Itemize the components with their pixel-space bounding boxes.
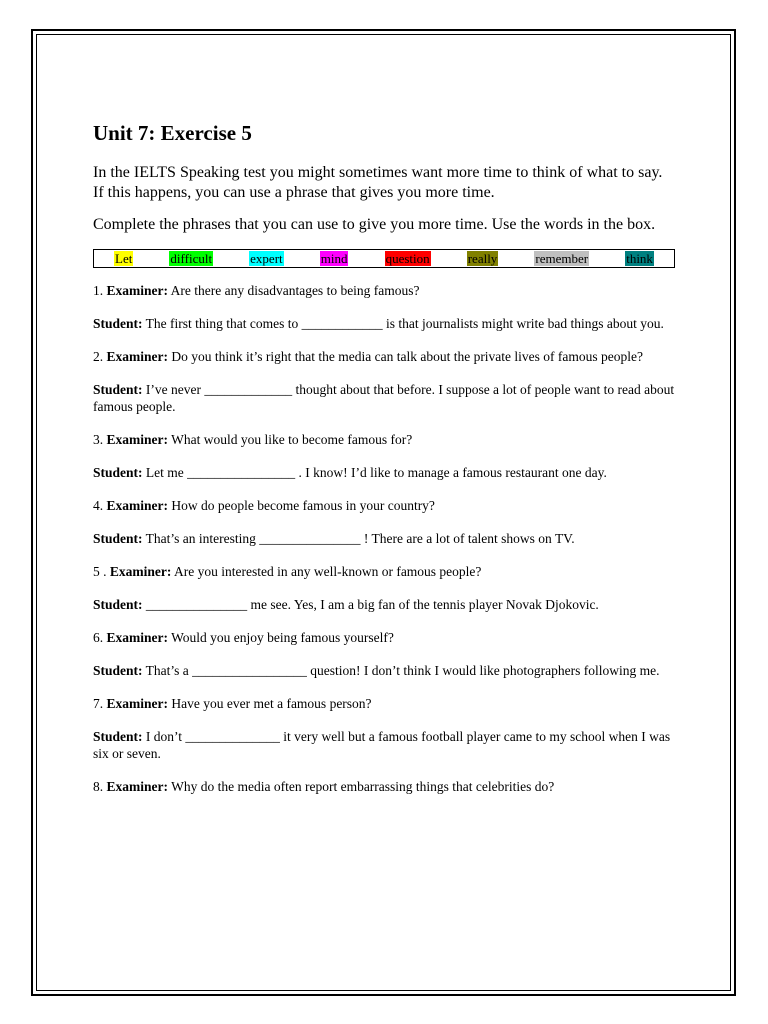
word-box-item: think [626, 251, 653, 266]
student-label: Student: [93, 729, 143, 744]
exercise-title: Unit 7: Exercise 5 [93, 121, 252, 145]
examiner-question: 4. Examiner: How do people become famous in your country? [93, 498, 435, 513]
word-box-item: Let [115, 251, 133, 266]
examiner-question: 6. Examiner: Would you enjoy being famous yourself? [93, 630, 394, 645]
student-label: Student: [93, 531, 143, 546]
examiner-label: Examiner: [106, 498, 168, 513]
examiner-label: Examiner: [106, 630, 168, 645]
student-label: Student: [93, 465, 143, 480]
student-label: Student: [93, 316, 143, 331]
question-list [93, 282, 675, 795]
worksheet-content [93, 120, 675, 811]
word-box-item: expert [250, 251, 283, 266]
examiner-label: Examiner: [106, 779, 168, 794]
examiner-label: Examiner: [106, 432, 168, 447]
student-answer: Student: I don’t ______________ it very well but a famous football player came to my school when I was six or seven. [93, 729, 671, 761]
student-answer: Student: The first thing that comes to ____________ is that journalists might write bad things about you. [93, 316, 664, 331]
examiner-label: Examiner: [106, 283, 168, 298]
examiner-question: 8. Examiner: Why do the media often report embarrassing things that celebrities do? [93, 779, 555, 794]
word-box-item: remember [535, 251, 589, 266]
examiner-question: 3. Examiner: What would you like to become famous for? [93, 432, 413, 447]
word-box [93, 249, 675, 268]
student-label: Student: [93, 597, 143, 612]
student-answer: Student: _______________ me see. Yes, I am a big fan of the tennis player Novak Djokovic. [93, 597, 599, 612]
word-box-item: really [467, 251, 498, 266]
examiner-label: Examiner: [106, 696, 168, 711]
student-answer: Student: That’s an interesting _______________ ! There are a lot of talent shows on TV. [93, 531, 575, 546]
student-answer: Student: I’ve never _____________ thought about that before. I suppose a lot of people want to read about famous people. [93, 382, 675, 414]
examiner-label: Examiner: [106, 349, 168, 364]
examiner-question: 7. Examiner: Have you ever met a famous person? [93, 696, 372, 711]
student-label: Student: [93, 663, 143, 678]
intro-paragraph-2: Complete the phrases that you can use to give you more time. Use the words in the box. [93, 216, 656, 233]
word-box-item: question [385, 251, 430, 266]
student-answer: Student: Let me ________________ . I know! I’d like to manage a famous restaurant one day. [93, 465, 607, 480]
student-answer: Student: That’s a _________________ question! I don’t think I would like photographers following me. [93, 663, 660, 678]
examiner-question: 5 . Examiner: Are you interested in any well-known or famous people? [93, 564, 482, 579]
examiner-label: Examiner: [109, 564, 172, 579]
examiner-question: 2. Examiner: Do you think it’s right that the media can talk about the private lives of famous people? [93, 349, 644, 364]
student-label: Student: [93, 382, 143, 397]
word-box-item: difficult [170, 251, 213, 266]
intro-paragraph-1: In the IELTS Speaking test you might sometimes want more time to think of what to say. If this happens, you can use a phrase that gives you more time. [93, 164, 663, 201]
word-box-item: mind [320, 251, 348, 266]
examiner-question: 1. Examiner: Are there any disadvantages to being famous? [93, 283, 420, 298]
